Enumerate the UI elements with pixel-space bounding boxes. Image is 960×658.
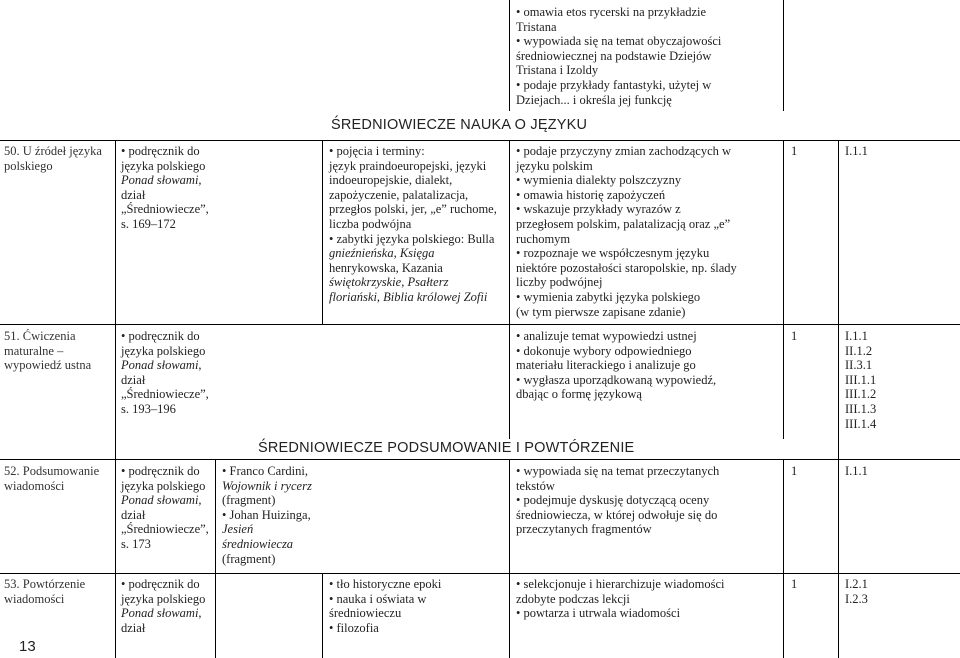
requirements: • wypowiada się na temat przeczytanych tekstów • podejmuje dyskusję dotyczącą oceny średniowiecza, w której odwołuje się do przeczytanych fragmentów	[516, 464, 720, 537]
curriculum-codes: I.1.1	[845, 464, 868, 478]
concepts: • tło historyczne epoki • nauka i oświata w średniowieczu • filozofia	[329, 577, 442, 635]
hours: 1	[791, 577, 798, 591]
col-divider	[783, 0, 784, 111]
requirements: • analizuje temat wypowiedzi ustnej • dokonuje wybory odpowiedniego materiału literackiego i analizuje go • wygłasza uporządkowaną wypowiedź, dbając o formę językową	[516, 329, 717, 402]
rule	[0, 459, 960, 460]
top-requirements: • omawia etos rycerski na przykładzie Tristana • wypowiada się na temat obyczajowości średniowiecznej na podstawie Dziejów Tristana i Izoldy • podaje przykłady fantastyki, użytej w Dziejach... i określa jej funkcję	[516, 5, 722, 107]
col-divider	[215, 459, 216, 658]
curriculum-codes: I.1.1 II.1.2 II.3.1 III.1.1 III.1.2 III.1.3 III.1.4	[845, 329, 877, 431]
literature: • Franco Cardini, Wojownik i rycerz (fragment) • Johan Huizinga, Jesień średniowiecza (fragment)	[222, 464, 312, 566]
textbook-ref: • podręcznik do języka polskiego Ponad słowami, dział „Średniowiecze”, s. 193–196	[121, 329, 209, 416]
rule	[0, 140, 960, 141]
col-divider	[322, 573, 323, 658]
rule	[0, 324, 960, 325]
rule	[0, 573, 960, 574]
lesson-title: 53. Powtórzenie wiadomości	[4, 577, 86, 606]
col-divider	[509, 0, 510, 111]
col-divider	[783, 140, 784, 439]
col-divider	[509, 140, 510, 439]
section-heading-nauka: ŚREDNIOWIECZE NAUKA O JĘZYKU	[331, 117, 588, 133]
textbook-ref: • podręcznik do języka polskiego Ponad słowami, dział „Średniowiecze”, s. 169–172	[121, 144, 209, 231]
hours: 1	[791, 329, 798, 343]
col-divider	[838, 140, 839, 658]
col-divider	[322, 140, 323, 324]
textbook-ref: • podręcznik do języka polskiego Ponad słowami, dział	[121, 577, 206, 635]
lesson-title: 52. Podsumowanie wiadomości	[4, 464, 100, 493]
page-number: 13	[19, 638, 36, 655]
col-divider	[509, 459, 510, 658]
textbook-ref: • podręcznik do języka polskiego Ponad słowami, dział „Średniowiecze”, s. 173	[121, 464, 209, 551]
curriculum-codes: I.1.1	[845, 144, 868, 158]
section-heading-podsumowanie: ŚREDNIOWIECZE PODSUMOWANIE I POWTÓRZENIE	[258, 440, 635, 456]
hours: 1	[791, 144, 798, 158]
lesson-title: 51. Ćwiczenia maturalne – wypowiedź ustna	[4, 329, 92, 373]
hours: 1	[791, 464, 798, 478]
lesson-title: 50. U źródeł języka polskiego	[4, 144, 102, 173]
concepts: • pojęcia i terminy: język praindoeuropejski, języki indoeuropejskie, dialekt, zapożyczenie, palatalizacja, przegłos polski, jer, „e” ruchome, liczba podwójna • zabytki języka polskiego: Bulla gnieźnieńska, Księga henrykowska, Kazania świętokrzyskie, Psałterz floriański, Biblia królowej Zofii	[329, 144, 497, 304]
requirements: • podaje przyczyny zmian zachodzących w języku polskim • wymienia dialekty polszczyzny • omawia historię zapożyczeń • wskazuje przykłady wyrazów z przegłosem polskim, palatalizacją oraz „e” ruchomym • rozpoznaje we współczesnym języku niektóre pozostałości staropolskie, np. ślady liczby podwójnej • wymienia zabytki języka polskiego (w tym pierwsze zapisane zdanie)	[516, 144, 737, 319]
col-divider	[115, 140, 116, 658]
col-divider	[783, 459, 784, 658]
requirements: • selekcjonuje i hierarchizuje wiadomości zdobyte podczas lekcji • powtarza i utrwala wiadomości	[516, 577, 725, 621]
curriculum-codes: I.2.1 I.2.3	[845, 577, 868, 606]
